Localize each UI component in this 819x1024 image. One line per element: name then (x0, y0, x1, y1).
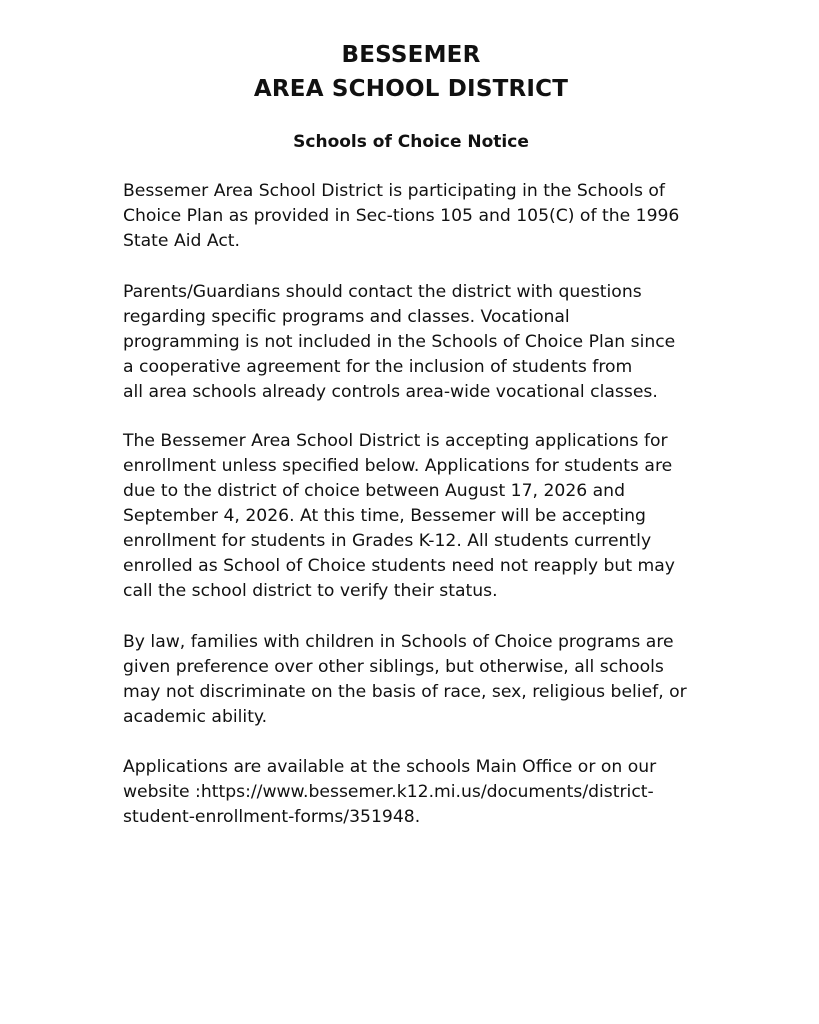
notice-title: Schools of Choice Notice (293, 132, 529, 152)
paragraph-participation: Bessemer Area School District is participating in the Schools of Choice Plan as provided in Sec-tions 105 and 105(C) of the 1996 State Aid Act. (123, 181, 680, 251)
paragraph-contact: Parents/Guardians should contact the district with questions regarding specific programs and classes. Vocational programming is not included in the Schools of Choice Plan since a cooperative agreement for the inclusion of students from all area schools already controls area-wide vocational classes. (123, 282, 676, 402)
district-name-line-1: BESSEMER (341, 42, 481, 68)
district-header (0, 38, 819, 106)
paragraph-applications: The Bessemer Area School District is accepting applications for enrollment unless specified below. Applications for students are due to the district of choice between August 17, 2026 and September 4, 2026. At this time, Bessemer will be accepting enrollment for students in Grades K-12. All students currently enrolled as School of Choice students need not reapply but may call the school district to verify their status. (123, 431, 675, 601)
paragraph-law: By law, families with children in Schools of Choice programs are given preference over other siblings, but otherwise, all schools may not discriminate on the basis of race, sex, religious belief, or academic ability. (123, 632, 687, 727)
paragraph-availability: Applications are available at the schools Main Office or on our website :https://www.bessemer.k12.mi.us/documents/district- student-enrollment-forms/351948. (123, 757, 657, 827)
district-name-line-2: AREA SCHOOL DISTRICT (253, 76, 569, 102)
